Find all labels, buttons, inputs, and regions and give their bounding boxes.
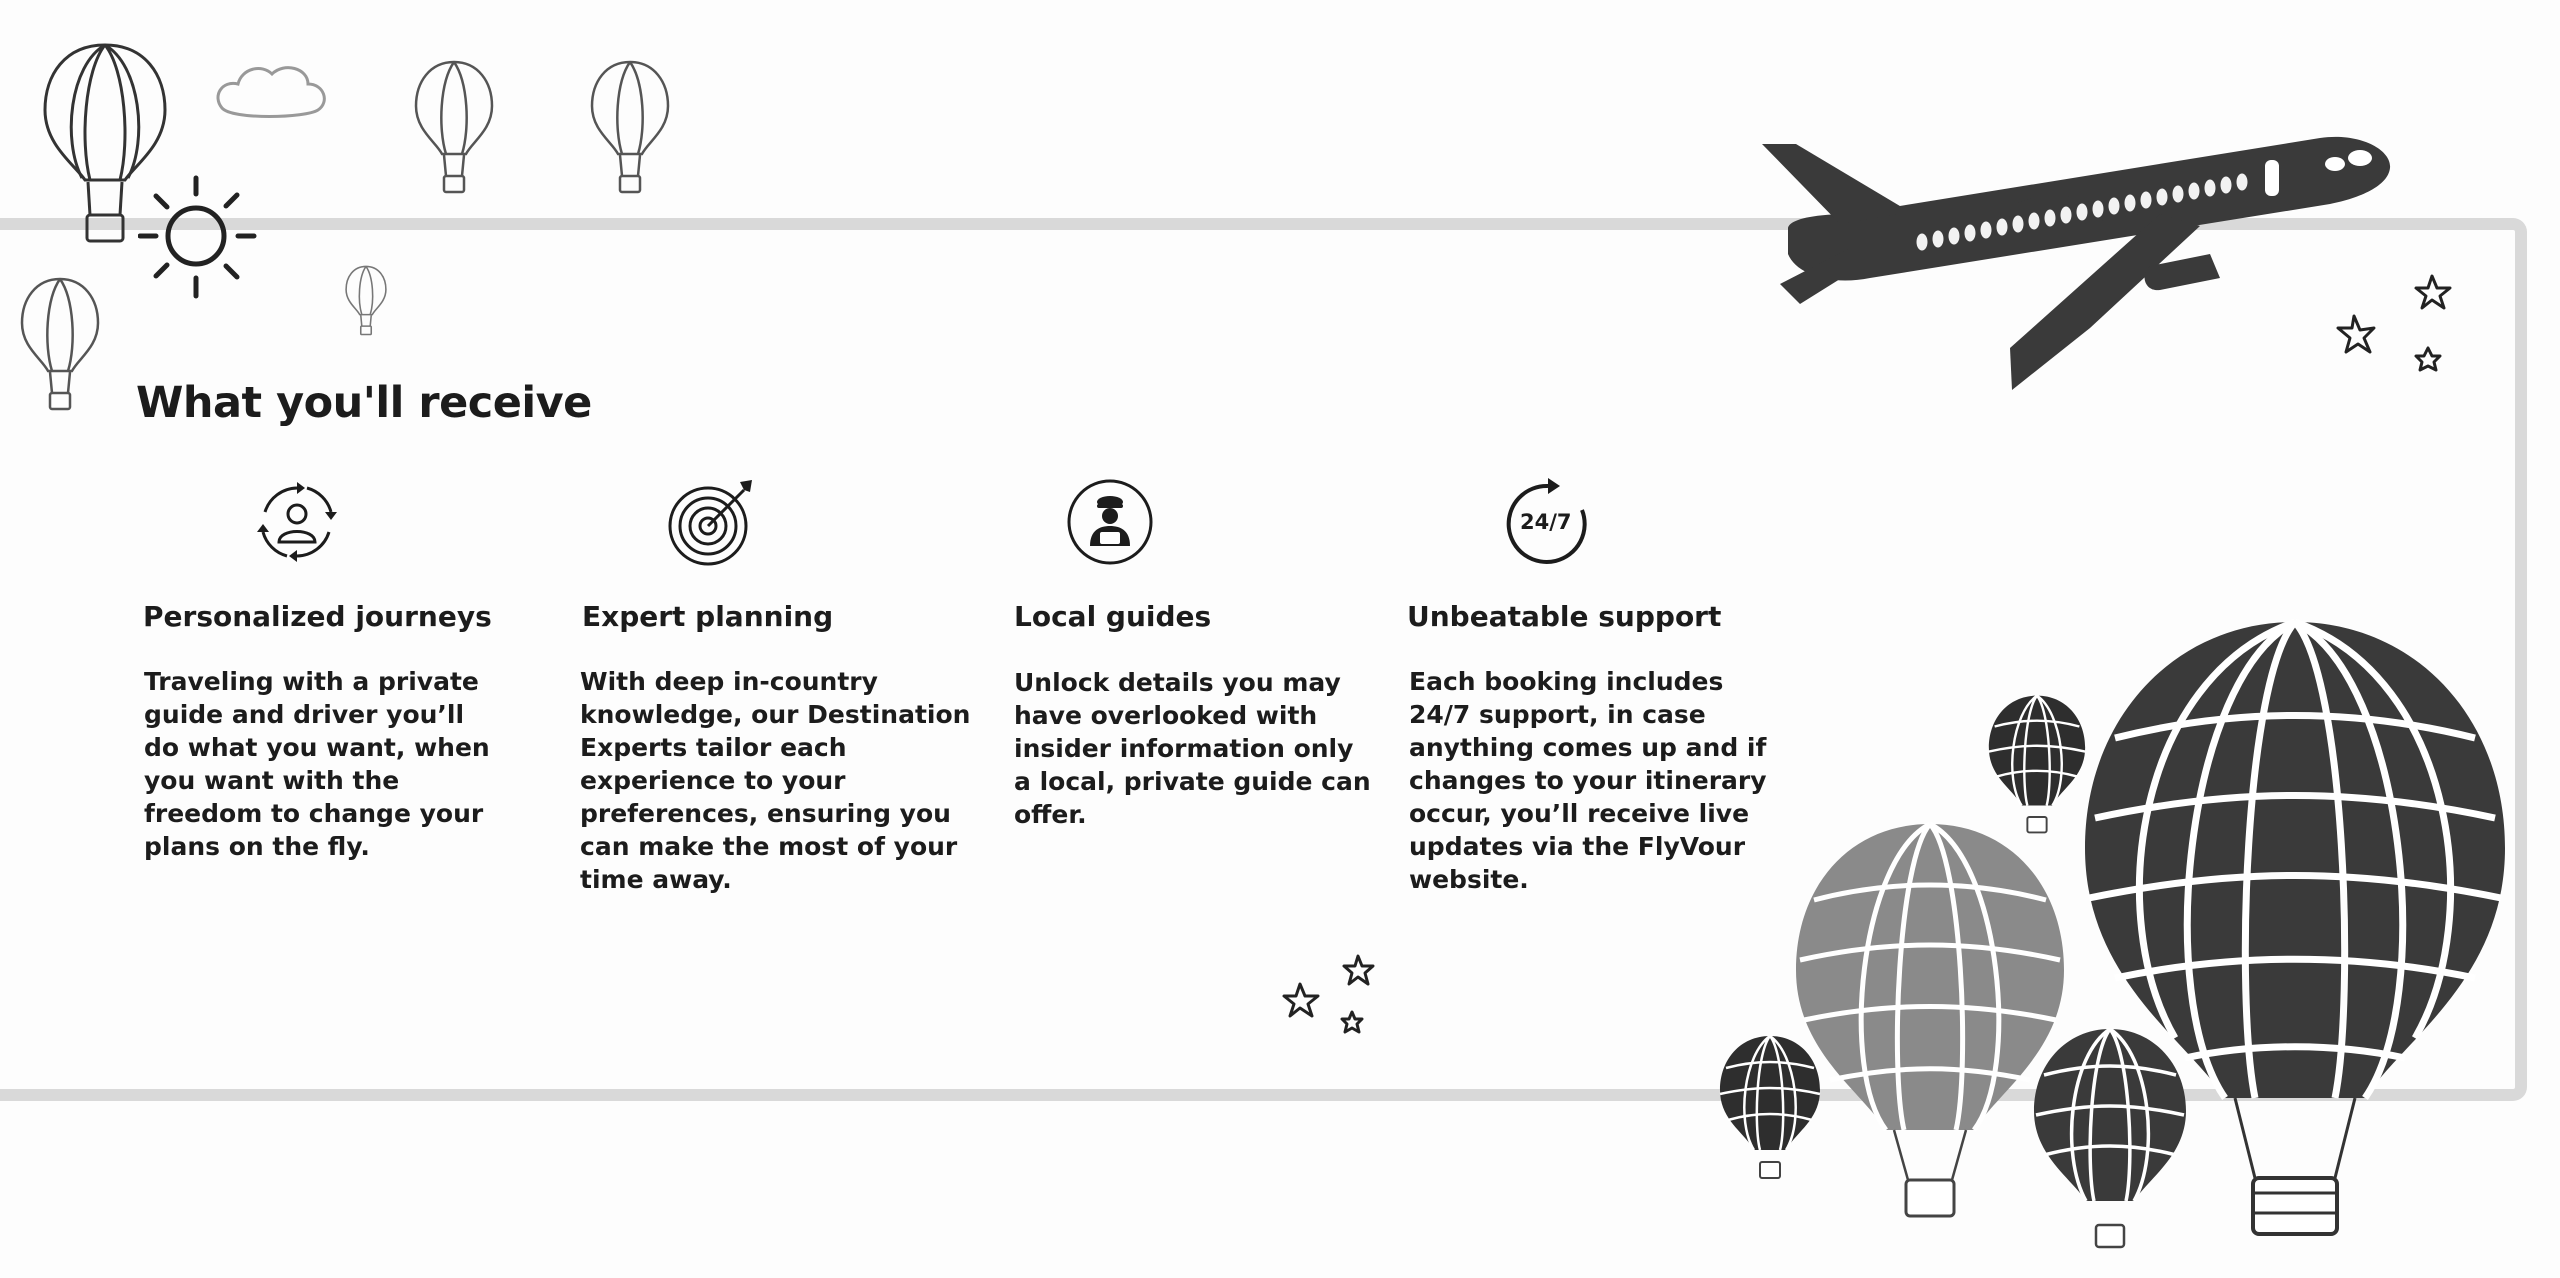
hot-air-balloon-dark-small-icon bbox=[1985, 690, 2089, 840]
hot-air-balloon-sketch-icon bbox=[344, 262, 388, 340]
feature-description bbox=[144, 665, 490, 863]
support-24-7-icon bbox=[1498, 472, 1598, 572]
hot-air-balloon-dark-small-icon bbox=[1716, 1032, 1824, 1184]
description-line: changes to your itinerary bbox=[1409, 766, 1767, 795]
hot-air-balloon-dark-icon bbox=[2030, 1025, 2190, 1260]
description-line: experience to your bbox=[580, 766, 846, 795]
description-line: updates via the FlyVour bbox=[1409, 832, 1746, 861]
feature-title: Expert planning bbox=[582, 600, 834, 633]
description-line: anything comes up and if bbox=[1409, 733, 1767, 762]
description-line: insider information only bbox=[1014, 734, 1354, 763]
stars-sketch-icon bbox=[1280, 950, 1380, 1040]
feature-title: Unbeatable support bbox=[1407, 600, 1722, 633]
feature-description bbox=[1014, 666, 1371, 831]
description-line: website. bbox=[1409, 865, 1529, 894]
feature-description bbox=[1409, 665, 1767, 896]
description-line: do what you want, when bbox=[144, 733, 490, 762]
description-line: you want with the bbox=[144, 766, 400, 795]
description-line: preferences, ensuring you bbox=[580, 799, 951, 828]
description-line: a local, private guide can bbox=[1014, 767, 1371, 796]
description-line: have overlooked with bbox=[1014, 701, 1318, 730]
description-line: time away. bbox=[580, 865, 732, 894]
support-24-7-label: 24/7 bbox=[1520, 510, 1572, 534]
description-line: plans on the fly. bbox=[144, 832, 370, 861]
hot-air-balloon-sketch-icon bbox=[18, 275, 102, 415]
description-line: occur, you’ll receive live bbox=[1409, 799, 1750, 828]
section-title: What you'll receive bbox=[136, 378, 592, 428]
sun-sketch-icon bbox=[138, 170, 258, 305]
hot-air-balloon-sketch-icon bbox=[412, 58, 496, 198]
airplane-icon bbox=[1760, 128, 2400, 398]
description-line: guide and driver you’ll bbox=[144, 700, 465, 729]
feature-title: Local guides bbox=[1014, 600, 1212, 633]
target-icon bbox=[660, 472, 760, 572]
cloud-sketch-icon bbox=[212, 58, 332, 124]
feature-description bbox=[580, 665, 970, 896]
description-line: Traveling with a private bbox=[144, 667, 479, 696]
hot-air-balloon-grey-icon bbox=[1790, 820, 2070, 1230]
description-line: can make the most of your bbox=[580, 832, 958, 861]
person-cycle-icon bbox=[247, 472, 347, 572]
description-line: Each booking includes bbox=[1409, 667, 1724, 696]
local-guide-icon bbox=[1060, 472, 1160, 572]
description-line: Unlock details you may bbox=[1014, 668, 1341, 697]
description-line: freedom to change your bbox=[144, 799, 484, 828]
description-line: Experts tailor each bbox=[580, 733, 847, 762]
stars-sketch-icon bbox=[2330, 270, 2460, 380]
description-line: With deep in-country bbox=[580, 667, 878, 696]
description-line: 24/7 support, in case bbox=[1409, 700, 1706, 729]
feature-title: Personalized journeys bbox=[143, 600, 492, 633]
hot-air-balloon-sketch-icon bbox=[588, 58, 672, 198]
description-line: knowledge, our Destination bbox=[580, 700, 971, 729]
description-line: offer. bbox=[1014, 800, 1087, 829]
